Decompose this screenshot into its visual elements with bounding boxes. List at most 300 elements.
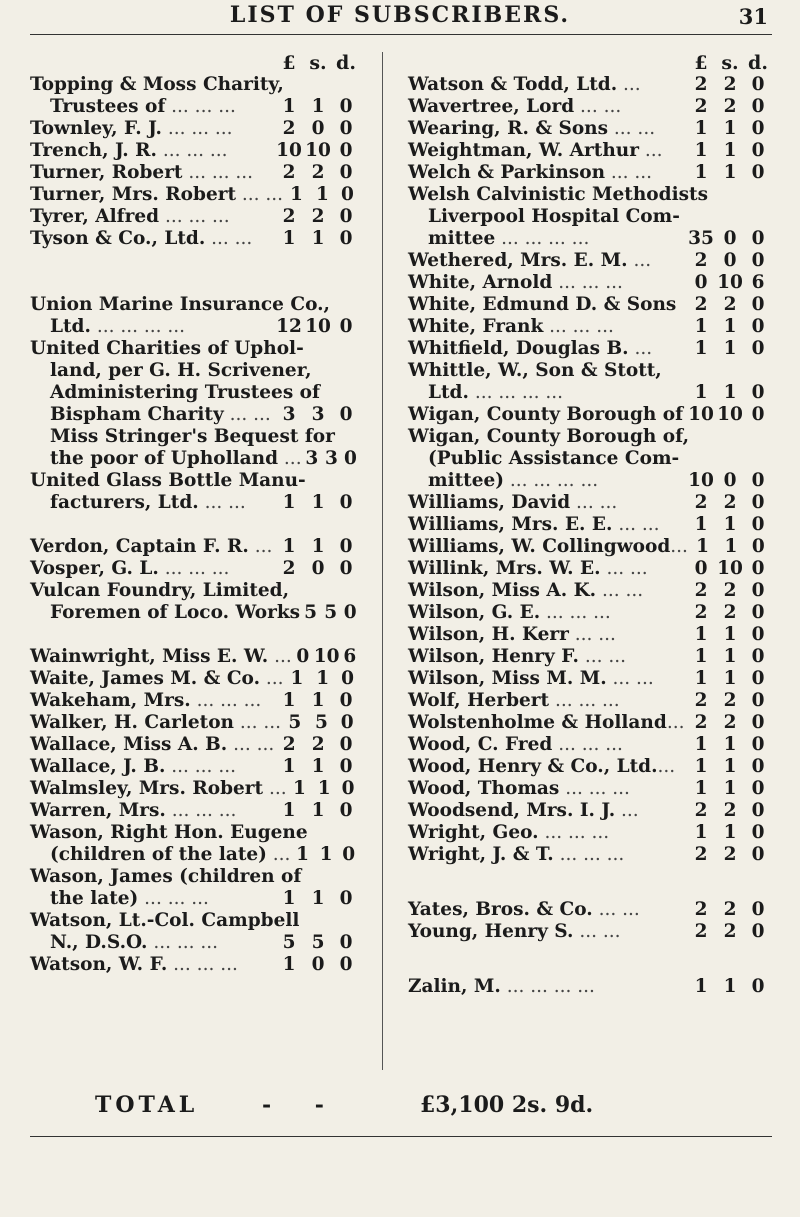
amount-shillings: 1 bbox=[723, 822, 737, 843]
amount-pounds: 1 bbox=[282, 800, 296, 821]
amount-shillings: 1 bbox=[723, 646, 737, 667]
subscriber-entry bbox=[30, 228, 360, 250]
subscriber-name bbox=[30, 580, 289, 602]
amount-shillings: 10 bbox=[305, 140, 331, 161]
leader-dots: ... bbox=[670, 536, 688, 557]
subscriber-name-text: Williams, David bbox=[408, 492, 571, 513]
subscriber-entry bbox=[30, 294, 360, 316]
subscriber-entry bbox=[408, 712, 772, 734]
amount-pence: 0 bbox=[339, 140, 353, 161]
leader-dots: ... ... bbox=[605, 162, 653, 183]
leader-dots: ... ... ... bbox=[165, 756, 236, 777]
amount-pounds: 1 bbox=[282, 954, 296, 975]
header-rule bbox=[30, 34, 772, 35]
leader-dots: ... ... bbox=[608, 118, 656, 139]
leader-dots: ... bbox=[657, 756, 676, 777]
amount-pounds: 1 bbox=[282, 492, 296, 513]
subscriber-name bbox=[30, 294, 330, 316]
leader-dots: ... ... bbox=[596, 580, 644, 601]
leader-dots: ... ... bbox=[573, 921, 621, 942]
subscriber-name-text: Whittle, W., Son & Stott, bbox=[408, 360, 662, 381]
subscriber-column-left bbox=[30, 52, 360, 976]
subscriber-entry bbox=[30, 140, 360, 162]
leader-dots: ... ... ... bbox=[559, 778, 630, 799]
amount-pence: 0 bbox=[751, 558, 765, 579]
amount-pence: 0 bbox=[751, 800, 765, 821]
leader-dots: ... ... ... ... bbox=[495, 228, 590, 249]
amount-shillings: 10 bbox=[717, 272, 743, 293]
leader-dots: ... ... ... bbox=[182, 162, 254, 183]
subscriber-name bbox=[30, 448, 302, 470]
subscriber-name bbox=[30, 602, 300, 624]
subscriber-name bbox=[30, 118, 274, 140]
subscriber-name bbox=[408, 316, 686, 338]
subscriber-entry bbox=[30, 646, 360, 668]
leader-dots: ... ... bbox=[578, 646, 626, 667]
subscriber-entry bbox=[30, 162, 360, 184]
subscriber-name bbox=[408, 976, 686, 998]
subscriber-name-text: Townley, F. J. bbox=[30, 118, 162, 139]
subscriber-name bbox=[30, 822, 308, 844]
leader-dots: ... ... bbox=[205, 228, 253, 249]
amount-shillings: 1 bbox=[723, 118, 737, 139]
amount-pounds: 2 bbox=[694, 899, 708, 920]
leader-dots: ... ... ... bbox=[543, 316, 614, 337]
subscriber-name-text: Tyson & Co., Ltd. bbox=[30, 228, 206, 249]
subscriber-name-text: Ltd. bbox=[428, 382, 469, 403]
subscriber-entry bbox=[408, 206, 772, 228]
pence-heading: d. bbox=[748, 52, 768, 74]
amount-pence: 0 bbox=[339, 536, 353, 557]
subscriber-name bbox=[408, 756, 686, 778]
subscriber-entry bbox=[30, 844, 360, 866]
subscriber-entry bbox=[408, 899, 772, 921]
leader-dots: ... ... ... bbox=[540, 602, 611, 623]
amount-pounds: 1 bbox=[694, 162, 708, 183]
subscriber-name-text: Wright, J. & T. bbox=[408, 844, 554, 865]
pence-heading: d. bbox=[336, 52, 356, 74]
subscriber-name-text: mittee) bbox=[428, 470, 504, 491]
amount-shillings: 2 bbox=[723, 96, 737, 117]
subscriber-name-text: Wigan, County Borough of, bbox=[408, 426, 690, 447]
amount-pence: 0 bbox=[339, 690, 353, 711]
amount-pounds: 0 bbox=[296, 646, 310, 667]
amount-pence: 0 bbox=[751, 580, 765, 601]
subscriber-name bbox=[30, 338, 304, 360]
leader-dots: ... ... ... ... bbox=[500, 976, 595, 997]
leader-dots: ... ... bbox=[236, 184, 284, 205]
amount-pence: 0 bbox=[751, 404, 765, 425]
amount-pence: 0 bbox=[751, 470, 765, 491]
amount-pence: 0 bbox=[339, 734, 353, 755]
subscriber-name-text: Wallace, Miss A. B. bbox=[30, 734, 228, 755]
subscriber-name bbox=[408, 250, 686, 272]
subscriber-entry bbox=[408, 74, 772, 96]
subscriber-name bbox=[30, 184, 283, 206]
subscriber-name-text: Foremen of Loco. Works bbox=[50, 602, 301, 623]
subscriber-name bbox=[408, 294, 686, 316]
subscriber-name-text: Watson, W. F. bbox=[30, 954, 168, 975]
leader-dots: ... bbox=[248, 536, 273, 557]
subscriber-entry bbox=[408, 800, 772, 822]
amount-shillings: 2 bbox=[311, 206, 325, 227]
subscriber-name-text: Young, Henry S. bbox=[408, 921, 574, 942]
amount-shillings: 1 bbox=[724, 536, 738, 557]
amount-pounds: 2 bbox=[694, 712, 708, 733]
amount-pounds: 1 bbox=[292, 778, 306, 799]
subscriber-entry bbox=[30, 822, 360, 844]
amount-pounds: 2 bbox=[694, 74, 708, 95]
amount-shillings: 1 bbox=[723, 976, 737, 997]
amount-pounds: 5 bbox=[288, 712, 302, 733]
currency-header-right bbox=[408, 52, 772, 74]
amount-pounds: 3 bbox=[305, 448, 319, 469]
amount-pounds: 1 bbox=[282, 96, 296, 117]
amount-shillings: 2 bbox=[723, 74, 737, 95]
subscriber-entry bbox=[408, 756, 772, 778]
subscriber-name bbox=[408, 404, 686, 426]
amount-pounds: 1 bbox=[694, 316, 708, 337]
subscriber-entry bbox=[408, 690, 772, 712]
subscriber-name bbox=[30, 910, 299, 932]
amount-shillings: 1 bbox=[317, 778, 331, 799]
subscriber-list-right bbox=[408, 74, 772, 998]
subscriber-name bbox=[408, 272, 686, 294]
subscriber-name bbox=[30, 492, 274, 514]
subscriber-name bbox=[408, 492, 686, 514]
subscriber-name bbox=[30, 954, 274, 976]
amount-pence: 0 bbox=[751, 536, 765, 557]
subscriber-name bbox=[408, 624, 686, 646]
currency-header-left bbox=[30, 52, 360, 74]
subscriber-name-text: Vulcan Foundry, Limited, bbox=[30, 580, 290, 601]
leader-dots: ... ... ... bbox=[190, 690, 262, 711]
subscriber-name bbox=[408, 206, 686, 228]
subscriber-name bbox=[408, 899, 686, 921]
subscriber-name-text: Verdon, Captain F. R. bbox=[30, 536, 249, 557]
leader-dots: ... ... ... bbox=[138, 888, 209, 909]
subscriber-entry bbox=[408, 184, 772, 206]
subscriber-entry bbox=[408, 448, 772, 470]
amount-pounds: 5 bbox=[304, 602, 317, 623]
subscriber-name bbox=[408, 778, 686, 800]
subscriber-name-text: White, Frank bbox=[408, 316, 544, 337]
amount-pounds: 35 bbox=[688, 228, 714, 249]
subscriber-entry bbox=[30, 118, 360, 140]
amount-pence: 0 bbox=[751, 712, 765, 733]
subscriber-name-text: the poor of Upholland bbox=[50, 448, 279, 469]
subscriber-name bbox=[408, 470, 686, 492]
leader-dots: ... ... bbox=[574, 96, 622, 117]
subscriber-entry bbox=[408, 492, 772, 514]
subscriber-name bbox=[30, 888, 274, 910]
amount-pence: 0 bbox=[340, 712, 354, 733]
subscriber-entry bbox=[408, 734, 772, 756]
leader-dots: ... ... bbox=[612, 514, 660, 535]
subscriber-name-text: Wallace, J. B. bbox=[30, 756, 166, 777]
amount-pence: 0 bbox=[339, 800, 353, 821]
subscriber-name-text: Wilson, Henry F. bbox=[408, 646, 579, 667]
spacer bbox=[408, 943, 772, 965]
subscriber-name bbox=[30, 470, 306, 492]
total-dashes: - - bbox=[262, 1092, 342, 1118]
subscriber-entry bbox=[30, 690, 360, 712]
leader-dots: ... ... bbox=[234, 712, 282, 733]
spacer bbox=[408, 866, 772, 888]
subscriber-name bbox=[30, 756, 274, 778]
amount-pounds: 0 bbox=[694, 558, 708, 579]
amount-shillings: 1 bbox=[315, 184, 329, 205]
amount-pounds: 1 bbox=[290, 184, 303, 205]
subscriber-name bbox=[408, 382, 686, 404]
subscriber-entry bbox=[408, 646, 772, 668]
amount-pounds: 1 bbox=[694, 118, 708, 139]
subscriber-name bbox=[408, 668, 686, 690]
subscriber-name bbox=[408, 184, 708, 206]
amount-pence: 0 bbox=[344, 448, 357, 469]
subscriber-entry bbox=[408, 118, 772, 140]
amount-shillings: 1 bbox=[311, 888, 325, 909]
leader-dots: ... ... ... ... bbox=[468, 382, 564, 403]
amount-shillings: 1 bbox=[723, 756, 737, 777]
subscriber-name bbox=[30, 668, 284, 690]
leader-dots: ... ... ... bbox=[157, 140, 228, 161]
leader-dots: ... bbox=[278, 448, 302, 469]
leader-dots: ... ... ... bbox=[159, 206, 230, 227]
amount-pence: 0 bbox=[341, 778, 355, 799]
subscriber-name-text: (Public Assistance Com- bbox=[428, 448, 680, 469]
amount-pounds: 1 bbox=[696, 536, 710, 557]
subscriber-column-right bbox=[408, 52, 772, 998]
subscriber-name-text: Wolstenholme & Holland bbox=[408, 712, 667, 733]
amount-shillings: 5 bbox=[311, 932, 325, 953]
subscriber-name-text: Wainwright, Miss E. W. bbox=[30, 646, 269, 667]
subscriber-name bbox=[30, 162, 274, 184]
amount-pounds: 1 bbox=[282, 756, 296, 777]
subscriber-entry bbox=[408, 338, 772, 360]
leader-dots: ... bbox=[617, 74, 641, 95]
leader-dots: ... ... ... bbox=[165, 96, 236, 117]
amount-pounds: 2 bbox=[694, 921, 708, 942]
subscriber-name bbox=[30, 404, 274, 426]
subscriber-name bbox=[30, 228, 274, 250]
subscriber-entry bbox=[408, 96, 772, 118]
subscriber-entry bbox=[30, 382, 360, 404]
subscriber-entry bbox=[408, 514, 772, 536]
subscriber-name-text: United Glass Bottle Manu- bbox=[30, 470, 306, 491]
subscriber-name-text: Wilson, Miss M. M. bbox=[408, 668, 607, 689]
subscriber-name-text: Wigan, County Borough of bbox=[408, 404, 684, 425]
amount-shillings: 1 bbox=[723, 778, 737, 799]
leader-dots: ... bbox=[638, 140, 663, 161]
subscriber-name bbox=[408, 338, 686, 360]
amount-shillings: 0 bbox=[723, 228, 737, 249]
leader-dots: ... ... bbox=[570, 492, 618, 513]
subscriber-name bbox=[30, 536, 274, 558]
subscriber-name bbox=[30, 140, 274, 162]
amount-shillings: 2 bbox=[723, 712, 737, 733]
subscriber-name-text: Liverpool Hospital Com- bbox=[428, 206, 680, 227]
amount-pence: 0 bbox=[751, 228, 765, 249]
subscriber-name-text: Weightman, W. Arthur bbox=[408, 140, 639, 161]
subscriber-name-text: Warren, Mrs. bbox=[30, 800, 166, 821]
subscriber-name-text: Wilson, H. Kerr bbox=[408, 624, 569, 645]
subscriber-entry bbox=[30, 448, 360, 470]
leader-dots: ... ... bbox=[223, 404, 271, 425]
subscriber-name-text: Williams, Mrs. E. E. bbox=[408, 514, 613, 535]
amount-shillings: 1 bbox=[311, 690, 325, 711]
shillings-heading: s. bbox=[309, 52, 327, 74]
amount-shillings: 2 bbox=[723, 899, 737, 920]
subscriber-name bbox=[30, 800, 274, 822]
amount-pence: 6 bbox=[343, 646, 357, 667]
subscriber-name bbox=[30, 844, 290, 866]
column-divider bbox=[382, 52, 383, 1070]
subscriber-name bbox=[408, 96, 686, 118]
subscriber-name bbox=[30, 426, 335, 448]
subscriber-name bbox=[30, 646, 292, 668]
subscriber-name bbox=[408, 712, 686, 734]
leader-dots: ... ... ... bbox=[538, 822, 610, 843]
amount-pence: 0 bbox=[339, 756, 353, 777]
subscriber-name bbox=[408, 690, 686, 712]
leader-dots: ... bbox=[266, 844, 291, 865]
subscriber-name-text: Trench, J. R. bbox=[30, 140, 157, 161]
amount-shillings: 0 bbox=[723, 470, 737, 491]
subscriber-name bbox=[30, 734, 274, 756]
total-label: TOTAL bbox=[95, 1092, 199, 1118]
subscriber-name-text: Whitfield, Douglas B. bbox=[408, 338, 629, 359]
amount-pence: 0 bbox=[339, 228, 353, 249]
amount-shillings: 2 bbox=[723, 294, 737, 315]
amount-pounds: 2 bbox=[694, 844, 708, 865]
subscriber-name-text: Walker, H. Carleton bbox=[30, 712, 235, 733]
amount-pounds: 1 bbox=[282, 888, 296, 909]
amount-pence: 0 bbox=[751, 976, 765, 997]
subscriber-entry bbox=[408, 921, 772, 943]
subscriber-name-text: Union Marine Insurance Co., bbox=[30, 294, 330, 315]
amount-pounds: 2 bbox=[694, 602, 708, 623]
amount-shillings: 1 bbox=[723, 734, 737, 755]
subscriber-entry bbox=[30, 954, 360, 976]
subscriber-name-text: N., D.S.O. bbox=[50, 932, 148, 953]
subscriber-entry bbox=[30, 756, 360, 778]
amount-shillings: 1 bbox=[316, 668, 330, 689]
subscriber-entry bbox=[408, 624, 772, 646]
amount-shillings: 10 bbox=[717, 558, 743, 579]
amount-shillings: 10 bbox=[717, 404, 743, 425]
subscriber-entry bbox=[30, 888, 360, 910]
amount-pounds: 1 bbox=[694, 976, 708, 997]
subscriber-name-text: Williams, W. Collingwood bbox=[408, 536, 671, 557]
amount-shillings: 1 bbox=[723, 162, 737, 183]
subscriber-entry bbox=[408, 580, 772, 602]
footer-rule bbox=[30, 1136, 772, 1137]
amount-pence: 0 bbox=[751, 250, 765, 271]
amount-pence: 0 bbox=[339, 206, 353, 227]
amount-shillings: 2 bbox=[723, 602, 737, 623]
subscriber-name bbox=[30, 382, 320, 404]
subscriber-name-text: White, Edmund D. & Sons bbox=[408, 294, 677, 315]
amount-pounds: 2 bbox=[694, 580, 708, 601]
subscriber-entry bbox=[30, 580, 360, 602]
subscriber-name-text: Wakeham, Mrs. bbox=[30, 690, 191, 711]
amount-pence: 0 bbox=[751, 118, 765, 139]
subscriber-name-text: facturers, Ltd. bbox=[50, 492, 199, 513]
subscriber-name-text: White, Arnold bbox=[408, 272, 553, 293]
subscriber-name bbox=[30, 316, 274, 338]
amount-pounds: 2 bbox=[282, 558, 296, 579]
subscriber-name bbox=[30, 360, 312, 382]
subscriber-name-text: Waite, James M. & Co. bbox=[30, 668, 261, 689]
amount-pounds: 1 bbox=[290, 668, 304, 689]
amount-pence: 0 bbox=[751, 778, 765, 799]
amount-pounds: 1 bbox=[694, 140, 708, 161]
subscriber-entry bbox=[30, 206, 360, 228]
amount-pence: 0 bbox=[751, 844, 765, 865]
amount-shillings: 2 bbox=[723, 844, 737, 865]
amount-shillings: 1 bbox=[311, 756, 325, 777]
leader-dots: ... ... ... bbox=[167, 954, 238, 975]
page-number: 31 bbox=[738, 4, 768, 29]
amount-pence: 0 bbox=[339, 316, 353, 337]
subscriber-entry bbox=[408, 404, 772, 426]
page-title: LIST OF SUBSCRIBERS. bbox=[229, 2, 571, 28]
subscriber-name-text: Administering Trustees of bbox=[50, 382, 320, 403]
subscriber-name-text: Yates, Bros. & Co. bbox=[408, 899, 593, 920]
subscriber-name-text: Walmsley, Mrs. Robert bbox=[30, 778, 264, 799]
amount-pounds: 2 bbox=[694, 294, 708, 315]
subscriber-name bbox=[408, 162, 686, 184]
amount-pounds: 2 bbox=[694, 690, 708, 711]
spacer bbox=[30, 624, 360, 646]
total-amount: £3,100 2s. 9d. bbox=[420, 1092, 594, 1118]
amount-pence: 0 bbox=[339, 954, 353, 975]
subscriber-entry bbox=[408, 162, 772, 184]
spacer bbox=[30, 514, 360, 536]
leader-dots: ... ... ... bbox=[158, 558, 230, 579]
subscriber-name bbox=[30, 690, 274, 712]
amount-pence: 0 bbox=[751, 294, 765, 315]
pounds-heading: £ bbox=[282, 52, 296, 74]
amount-pounds: 10 bbox=[688, 404, 714, 425]
subscriber-entry bbox=[408, 558, 772, 580]
amount-pence: 0 bbox=[339, 888, 353, 909]
leader-dots: ... ... ... bbox=[553, 844, 625, 865]
subscriber-name-text: Topping & Moss Charity, bbox=[30, 74, 284, 95]
subscriber-name-text: Wood, C. Fred bbox=[408, 734, 553, 755]
subscriber-entry bbox=[408, 250, 772, 272]
amount-shillings: 2 bbox=[723, 580, 737, 601]
amount-shillings: 1 bbox=[311, 492, 325, 513]
subscriber-name-text: Welsh Calvinistic Methodists bbox=[408, 184, 708, 205]
subscriber-name-text: Tyrer, Alfred bbox=[30, 206, 160, 227]
leader-dots: ... ... ... ... bbox=[90, 316, 186, 337]
subscriber-entry bbox=[408, 382, 772, 404]
amount-pence: 0 bbox=[341, 184, 354, 205]
leader-dots: ... bbox=[615, 800, 639, 821]
subscriber-name bbox=[408, 602, 686, 624]
amount-pence: 0 bbox=[751, 822, 765, 843]
amount-pounds: 2 bbox=[694, 492, 708, 513]
amount-shillings: 3 bbox=[311, 404, 325, 425]
amount-pounds: 3 bbox=[282, 404, 296, 425]
amount-shillings: 5 bbox=[315, 712, 328, 733]
amount-pence: 0 bbox=[751, 492, 765, 513]
shillings-heading: s. bbox=[721, 52, 739, 74]
spacer bbox=[408, 888, 772, 899]
amount-shillings: 3 bbox=[325, 448, 338, 469]
